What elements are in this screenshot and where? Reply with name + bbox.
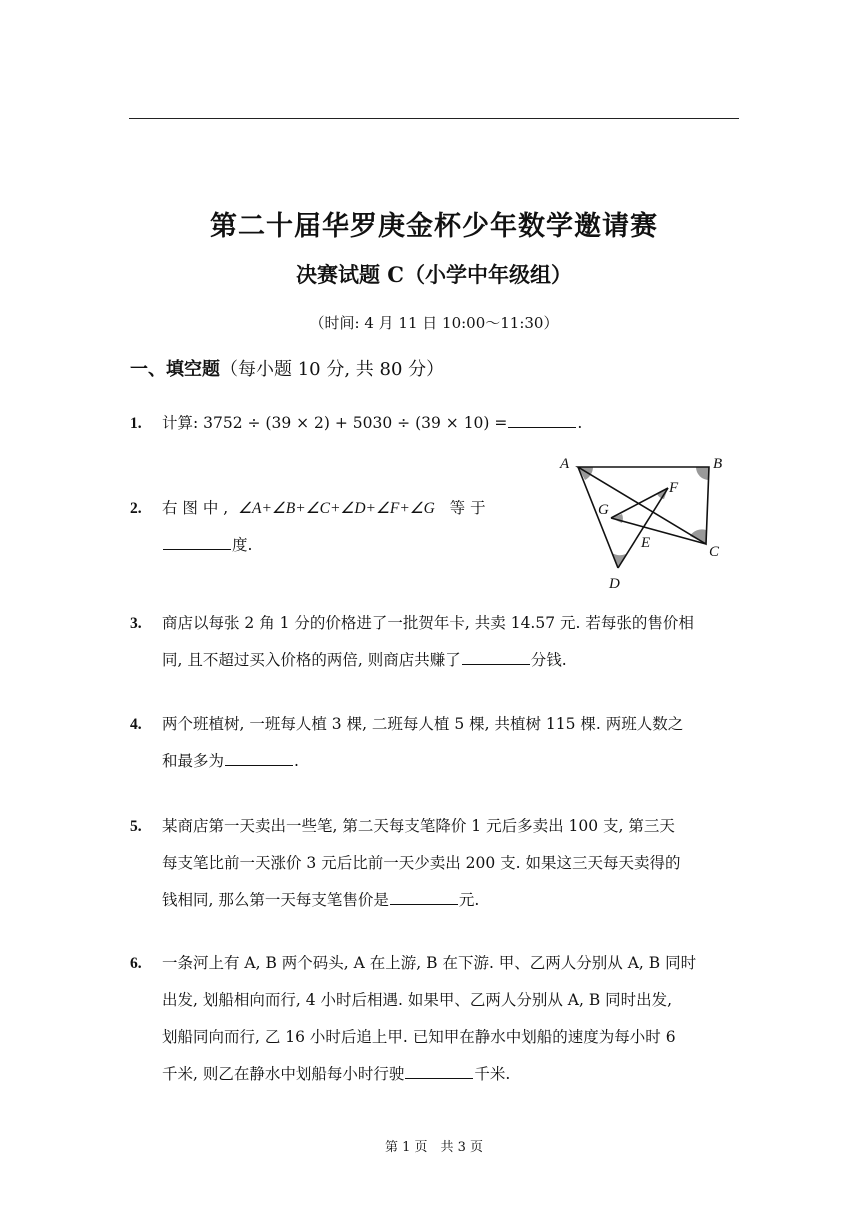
question-text: 度. xyxy=(232,536,253,554)
triangle-figure xyxy=(553,450,738,595)
exam-time: （时间: 4 月 11 日 10:00～11:30） xyxy=(309,314,559,332)
question-text: 千米. xyxy=(474,1065,511,1083)
label-d: D xyxy=(609,576,620,592)
question-number: 5. xyxy=(130,818,142,835)
question-text: 元. xyxy=(458,891,480,909)
question-number: 6. xyxy=(130,955,142,972)
question-number: 4. xyxy=(130,716,142,733)
question-text: 等 于 xyxy=(449,499,486,517)
angle-expression: ∠A+∠B+∠C+∠D+∠F+∠G xyxy=(238,500,435,517)
question-text: 某商店第一天卖出一些笔, 第二天每支笔降价 1 元后多卖出 100 支, 第三天 xyxy=(162,817,675,835)
answer-blank[interactable] xyxy=(508,413,576,428)
exam-subtitle: 决赛试题 C（小学中年级组） xyxy=(295,262,573,287)
page-footer: 第 1 页 共 3 页 xyxy=(384,1140,484,1155)
question-text: 划船同向而行, 乙 16 小时后追上甲. 已知甲在静水中划船的速度为每小时 6 xyxy=(162,1028,676,1046)
question-text: 一条河上有 A, B 两个码头, A 在上游, B 在下游. 甲、乙两人分别从 A, B 同时 xyxy=(162,954,697,972)
label-b: B xyxy=(713,456,723,472)
question-text: 两个班植树, 一班每人植 3 棵, 二班每人植 5 棵, 共植树 115 棵. 两班人数之 xyxy=(162,715,684,733)
exam-title: 第二十届华罗庚金杯少年数学邀请赛 xyxy=(210,211,658,242)
question-text: 分钱. xyxy=(530,651,567,669)
question-text: 计算: 3752 ÷ (39 × 2) + 5030 ÷ (39 × 10) = xyxy=(162,414,508,432)
question-text: 同, 且不超过买入价格的两倍, 则商店共赚了 xyxy=(162,651,461,669)
question-text: 出发, 划船相向而行, 4 小时后相遇. 如果甲、乙两人分别从 A, B 同时出发, xyxy=(162,991,673,1009)
question-text: . xyxy=(294,752,299,770)
label-f: F xyxy=(669,480,679,496)
answer-blank[interactable] xyxy=(462,650,530,665)
section-title: 一、填空题 xyxy=(130,359,220,380)
label-c: C xyxy=(709,544,720,560)
question-number: 1. xyxy=(130,415,142,432)
label-a: A xyxy=(560,456,570,472)
answer-blank[interactable] xyxy=(405,1064,473,1079)
question-number: 3. xyxy=(130,615,142,632)
label-g: G xyxy=(598,502,609,518)
question-text: 每支笔比前一天涨价 3 元后比前一天少卖出 200 支. 如果这三天每天卖得的 xyxy=(162,854,681,872)
section-heading xyxy=(130,355,444,381)
question-text: 钱相同, 那么第一天每支笔售价是 xyxy=(162,891,389,909)
question-text: . xyxy=(577,414,583,432)
question-number: 2. xyxy=(130,500,142,517)
header-rule xyxy=(129,118,739,119)
answer-blank[interactable] xyxy=(390,890,458,905)
question-text: 千米, 则乙在静水中划船每小时行驶 xyxy=(162,1065,405,1083)
question-text: 右 图 中 , xyxy=(162,499,229,517)
question-text: 商店以每张 2 角 1 分的价格进了一批贺年卡, 共卖 14.57 元. 若每张的售价相 xyxy=(162,614,694,632)
section-note: （每小题 10 分, 共 80 分） xyxy=(220,359,445,380)
label-e: E xyxy=(641,535,651,551)
question-text: 和最多为 xyxy=(162,752,225,770)
answer-blank[interactable] xyxy=(225,751,293,766)
answer-blank[interactable] xyxy=(163,535,231,550)
